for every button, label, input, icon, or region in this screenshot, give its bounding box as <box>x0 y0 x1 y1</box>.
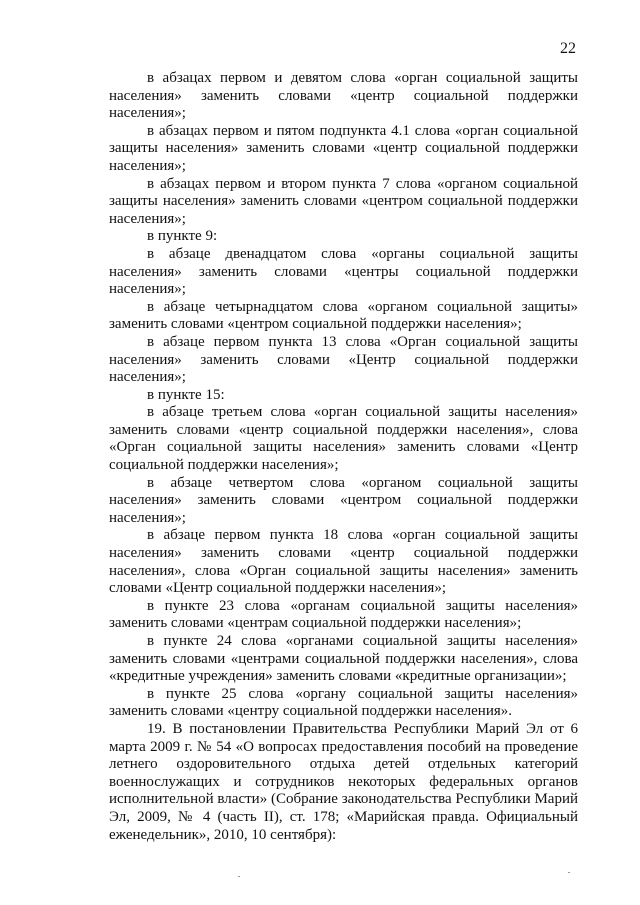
page-number: 22 <box>560 40 576 57</box>
paragraph: в абзаце первом пункта 18 слова «орган социальной защиты населения» заменить словами «центр социальной поддержки населения», слова «Орган социальной защиты населения» заменить словами «Центр социальной поддержки населения»; <box>109 527 578 597</box>
paragraph: в абзаце двенадцатом слова «органы социальной защиты населения» заменить словами «центры социальной поддержки населения»; <box>109 245 578 298</box>
paragraph: в абзаце первом пункта 13 слова «Орган социальной защиты населения» заменить словами «Центр социальной поддержки населения»; <box>109 333 578 386</box>
paragraph: в пункте 23 слова «органам социальной защиты населения» заменить словами «центрам социальной поддержки населения»; <box>109 597 578 632</box>
paragraph: в абзацах первом и девятом слова «орган социальной защиты населения» заменить словами «центр социальной поддержки населения»; <box>109 70 578 122</box>
paragraph: в пункте 25 слова «органу социальной защиты населения» заменить словами «центру социальной поддержки населения». <box>109 685 578 720</box>
paragraph: в пункте 24 слова «органами социальной защиты населения» заменить словами «центрами социальной поддержки населения», слова «кредитные учреждения» заменить словами «кредитные организации»; <box>109 633 578 685</box>
paragraph: в абзаце четвертом слова «органом социальной защиты населения» заменить словами «центром социальной поддержки населения»; <box>109 474 578 526</box>
document-body <box>109 70 578 844</box>
scan-speck <box>238 876 240 877</box>
paragraph: в пункте 15: <box>147 386 225 403</box>
scan-speck <box>568 872 570 873</box>
paragraph: в абзацах первом и пятом подпункта 4.1 слова «орган социальной защиты населения» заменить словами «центр социальной поддержки населения»; <box>109 122 578 174</box>
paragraph: в абзацах первом и втором пункта 7 слова «органом социальной защиты населения» заменить словами «центром социальной поддержки населения»; <box>109 175 578 227</box>
paragraph: в абзаце третьем слова «орган социальной защиты населения» заменить словами «центр социальной поддержки населения», слова «Орган социальной защиты населения» заменить словами «Центр социальной поддержки населения»; <box>109 404 578 474</box>
paragraph: 19. В постановлении Правительства Республики Марий Эл от 6 марта 2009 г. № 54 «О вопросах предоставления пособий на проведение летнего оздоровительного отдыха детей отдельных категорий военнослужащих и сотрудников некоторых федеральных органов исполнительной власти» (Собрание законодательства Республики Марий Эл, 2009, № 4 (часть II), ст. 178; «Марийская правда. Официальный еженедельник», 2010, 10 сентября): <box>109 720 578 843</box>
paragraph: в пункте 9: <box>147 228 218 245</box>
paragraph: в абзаце четырнадцатом слова «органом социальной защиты» заменить словами «центром социальной поддержки населения»; <box>109 298 578 333</box>
